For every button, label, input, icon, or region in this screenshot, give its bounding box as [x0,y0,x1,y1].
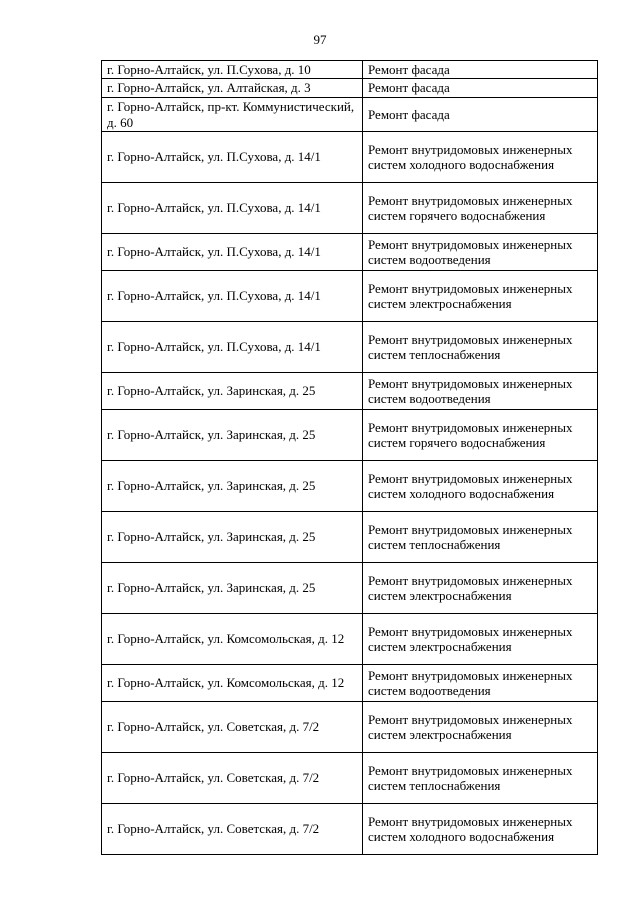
table-row [102,753,598,804]
address-cell: г. Горно-Алтайск, ул. Алтайская, д. 3 [102,79,363,98]
work-type-cell: Ремонт внутридомовых инженерных систем электроснабжения [363,271,598,322]
table-row [102,563,598,614]
table-row [102,61,598,79]
works-table-body [102,61,598,855]
page-number: 97 [313,32,327,47]
work-type-cell: Ремонт внутридомовых инженерных систем водоотведения [363,234,598,271]
table-row [102,614,598,665]
address-cell: г. Горно-Алтайск, ул. П.Сухова, д. 14/1 [102,322,363,373]
address-cell: г. Горно-Алтайск, ул. Комсомольская, д. 12 [102,665,363,702]
address-cell: г. Горно-Алтайск, ул. Советская, д. 7/2 [102,753,363,804]
work-type-cell: Ремонт внутридомовых инженерных систем электроснабжения [363,563,598,614]
work-type-cell: Ремонт внутридомовых инженерных систем холодного водоснабжения [363,132,598,183]
work-type-cell: Ремонт внутридомовых инженерных систем электроснабжения [363,702,598,753]
work-type-cell: Ремонт фасада [363,98,598,132]
table-row [102,132,598,183]
work-type-cell: Ремонт внутридомовых инженерных систем горячего водоснабжения [363,410,598,461]
table-row [102,98,598,132]
address-cell: г. Горно-Алтайск, ул. Заринская, д. 25 [102,373,363,410]
table-row [102,373,598,410]
work-type-cell: Ремонт внутридомовых инженерных систем водоотведения [363,665,598,702]
work-type-cell: Ремонт внутридомовых инженерных систем горячего водоснабжения [363,183,598,234]
table-row [102,804,598,855]
works-table [101,60,598,855]
table-row [102,183,598,234]
address-cell: г. Горно-Алтайск, ул. Заринская, д. 25 [102,563,363,614]
table-row [102,410,598,461]
address-cell: г. Горно-Алтайск, ул. П.Сухова, д. 14/1 [102,132,363,183]
address-cell: г. Горно-Алтайск, ул. П.Сухова, д. 14/1 [102,234,363,271]
table-row [102,665,598,702]
address-cell: г. Горно-Алтайск, ул. Заринская, д. 25 [102,410,363,461]
table-row [102,461,598,512]
table-row [102,702,598,753]
work-type-cell: Ремонт внутридомовых инженерных систем теплоснабжения [363,753,598,804]
table-row [102,234,598,271]
work-type-cell: Ремонт внутридомовых инженерных систем холодного водоснабжения [363,804,598,855]
table-row [102,512,598,563]
address-cell: г. Горно-Алтайск, ул. Советская, д. 7/2 [102,702,363,753]
address-cell: г. Горно-Алтайск, пр-кт. Коммунистический, д. 60 [102,98,363,132]
table-row [102,322,598,373]
address-cell: г. Горно-Алтайск, ул. Советская, д. 7/2 [102,804,363,855]
work-type-cell: Ремонт внутридомовых инженерных систем холодного водоснабжения [363,461,598,512]
address-cell: г. Горно-Алтайск, ул. П.Сухова, д. 14/1 [102,183,363,234]
work-type-cell: Ремонт фасада [363,79,598,98]
table-row [102,79,598,98]
table-row [102,271,598,322]
address-cell: г. Горно-Алтайск, ул. П.Сухова, д. 14/1 [102,271,363,322]
address-cell: г. Горно-Алтайск, ул. Комсомольская, д. 12 [102,614,363,665]
address-cell: г. Горно-Алтайск, ул. Заринская, д. 25 [102,512,363,563]
work-type-cell: Ремонт внутридомовых инженерных систем электроснабжения [363,614,598,665]
address-cell: г. Горно-Алтайск, ул. Заринская, д. 25 [102,461,363,512]
work-type-cell: Ремонт внутридомовых инженерных систем теплоснабжения [363,322,598,373]
address-cell: г. Горно-Алтайск, ул. П.Сухова, д. 10 [102,61,363,79]
work-type-cell: Ремонт внутридомовых инженерных систем водоотведения [363,373,598,410]
work-type-cell: Ремонт фасада [363,61,598,79]
work-type-cell: Ремонт внутридомовых инженерных систем теплоснабжения [363,512,598,563]
